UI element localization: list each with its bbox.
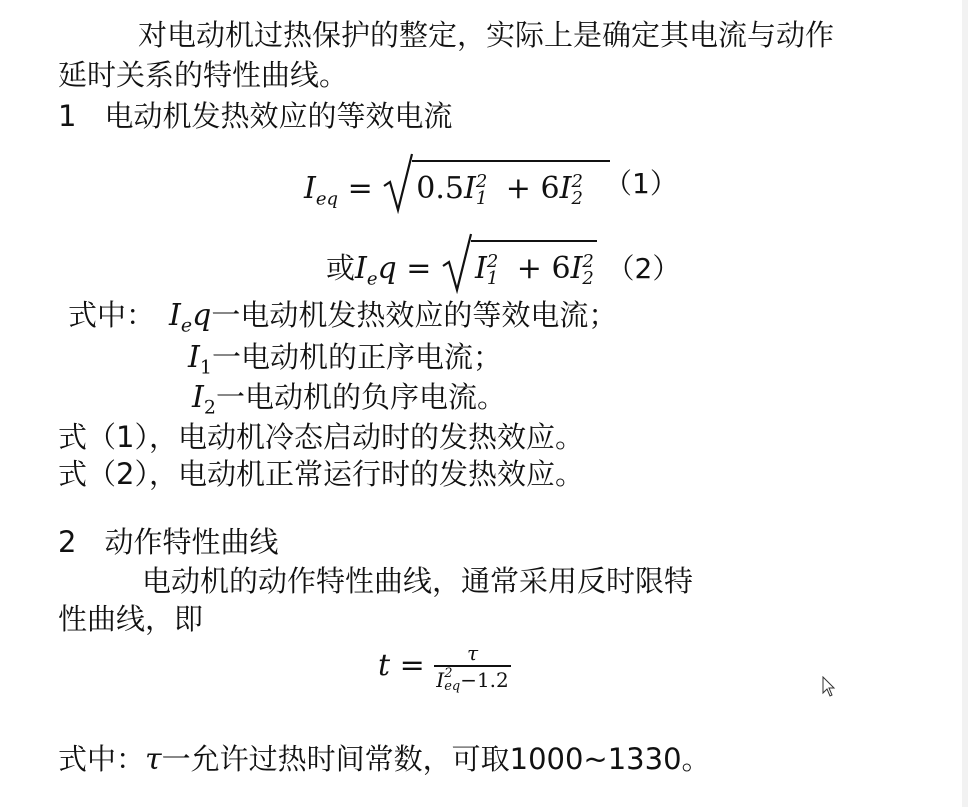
eq2-equals: = bbox=[406, 251, 432, 286]
section-1-number: 1 bbox=[58, 99, 77, 133]
eq2-sqrt bbox=[441, 240, 597, 289]
eq2-lhs-sub: e bbox=[366, 268, 378, 290]
page-edge bbox=[962, 0, 968, 807]
eq1-sqrt bbox=[382, 160, 610, 209]
where1-item1-var: I bbox=[169, 298, 181, 333]
where1-item3-var: I bbox=[192, 380, 204, 415]
where1-item2-desc: 一电动机的正序电流； bbox=[211, 340, 502, 374]
section-1-heading bbox=[58, 97, 452, 135]
eq2-lhs: I bbox=[355, 251, 367, 286]
eq1-coef-a: 0.5 bbox=[416, 171, 464, 206]
where2-desc: 一允许过热时间常数，可取1000~1330。 bbox=[161, 742, 711, 776]
eq3-den-sup: 2 bbox=[444, 666, 453, 682]
section-2-heading bbox=[58, 523, 278, 561]
equation-2 bbox=[326, 240, 680, 299]
section-1-title: 电动机发热效应的等效电流 bbox=[104, 99, 453, 133]
where2-prefix: 式中： bbox=[58, 742, 146, 776]
eq1-lhs: I bbox=[304, 171, 316, 206]
eq1-lhs-sub: eq bbox=[315, 188, 339, 210]
where1-item1-tail: q bbox=[192, 298, 212, 333]
where1-item2-sub: 1 bbox=[199, 356, 212, 379]
eq1-var1-sub: 1 bbox=[475, 187, 488, 209]
eq3-den-sub: eq bbox=[444, 678, 461, 694]
where1-item2-var: I bbox=[188, 340, 200, 375]
where1-item1-sub: e bbox=[180, 314, 193, 337]
eq1-var2-sub: 2 bbox=[571, 187, 583, 209]
radical-sign-icon bbox=[382, 152, 414, 214]
radical-sign-icon bbox=[441, 232, 473, 294]
eq1-var2: I bbox=[559, 171, 572, 206]
eq2-lhs-tail: q bbox=[377, 251, 397, 286]
eq3-lhs: t bbox=[378, 648, 391, 683]
eq2-var2-sup: 2 bbox=[582, 250, 594, 272]
eq3-equals: = bbox=[399, 648, 425, 683]
para2-line-2: 性曲线，即 bbox=[58, 602, 204, 636]
eq3-denominator bbox=[434, 667, 510, 692]
where1-prefix: 式中： bbox=[68, 298, 156, 332]
where1-item1-desc: 一电动机发热效应的等效电流； bbox=[211, 298, 618, 332]
where1-item3-sub: 2 bbox=[203, 396, 216, 419]
where2-var: τ bbox=[145, 742, 162, 777]
eq2-radicand bbox=[471, 240, 597, 289]
eq2-plus: + bbox=[516, 251, 542, 286]
eq3-numerator: τ bbox=[467, 641, 479, 665]
eq3-den-var: I bbox=[436, 668, 445, 692]
eq1-label: （1） bbox=[604, 167, 678, 200]
eq3-fraction bbox=[434, 641, 510, 692]
eq1-var1: I bbox=[464, 171, 476, 206]
para2-line-1: 电动机的动作特性曲线，通常采用反时限特 bbox=[142, 564, 694, 598]
note-1: 式（1），电动机冷态启动时的发热效应。 bbox=[58, 420, 584, 454]
intro-line-1: 对电动机过热保护的整定，实际上是确定其电流与动作 bbox=[138, 18, 835, 52]
section-2-title: 动作特性曲线 bbox=[104, 525, 279, 559]
eq1-equals: = bbox=[347, 171, 373, 206]
eq2-var1: I bbox=[474, 251, 487, 286]
eq2-label: （2） bbox=[606, 252, 681, 285]
eq3-den-tail: −1.2 bbox=[460, 668, 509, 692]
eq2-var2: I bbox=[570, 251, 583, 286]
eq1-radicand bbox=[412, 160, 610, 209]
eq2-var1-sup: 2 bbox=[486, 250, 499, 272]
eq1-var2-sup: 2 bbox=[571, 170, 583, 192]
eq2-var2-sub: 2 bbox=[582, 267, 594, 289]
eq2-prefix: 或 bbox=[326, 251, 356, 285]
eq1-plus: + bbox=[505, 171, 531, 206]
eq2-coef-b: 6 bbox=[551, 251, 571, 286]
mouse-pointer-icon bbox=[822, 676, 836, 698]
equation-1 bbox=[304, 160, 610, 219]
eq1-coef-b: 6 bbox=[540, 171, 560, 206]
eq1-var1-sup: 2 bbox=[475, 170, 488, 192]
where2-line bbox=[58, 740, 711, 779]
eq2-var1-sub: 1 bbox=[486, 267, 499, 289]
section-2-number: 2 bbox=[58, 525, 77, 559]
where1-item3-desc: 一电动机的负序电流。 bbox=[215, 380, 506, 414]
note-2: 式（2），电动机正常运行时的发热效应。 bbox=[58, 457, 584, 491]
intro-line-2: 延时关系的特性曲线。 bbox=[58, 58, 349, 92]
equation-3 bbox=[378, 638, 511, 694]
